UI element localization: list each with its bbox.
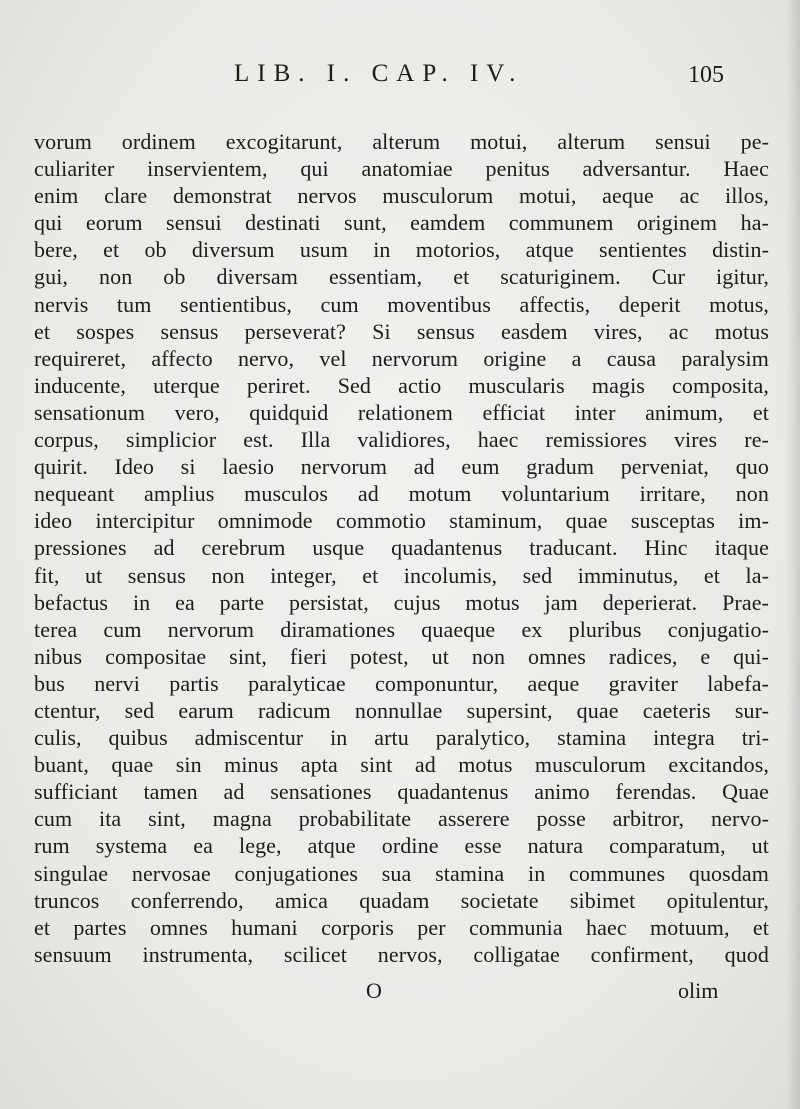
text-line: bere, et ob diversum usum in motorios, atque sentientes distin- — [34, 237, 769, 263]
text-line: enim clare demonstrat nervos musculorum motui, aeque ac illos, — [34, 183, 769, 209]
text-line: truncos conferrendo, amica quadam societate sibimet opitulentur, — [34, 887, 769, 913]
text-line: buant, quae sin minus apta sint ad motus musculorum excitandos, — [34, 752, 769, 778]
text-line: fit, ut sensus non integer, et incolumis, sed imminutus, et la- — [34, 562, 769, 588]
catchword: olim — [678, 978, 719, 1003]
text-line: cum ita sint, magna probabilitate asserere posse arbitror, nervo- — [34, 806, 769, 832]
text-line: nibus compositae sint, fieri potest, ut non omnes radices, e qui- — [34, 643, 769, 669]
text-line: inducente, uterque periret. Sed actio muscularis magis composita, — [34, 372, 769, 398]
text-line: singulae nervosae conjugationes sua stamina in communes quosdam — [34, 860, 769, 886]
text-line: corpus, simplicior est. Illa validiores, haec remissiores vires re- — [34, 427, 769, 453]
text-line: qui eorum sensui destinati sunt, eamdem communem originem ha- — [34, 210, 769, 236]
text-line: nervis tum sentientibus, cum moventibus affectis, deperit motus, — [34, 291, 769, 317]
text-line: quirit. Ideo si laesio nervorum ad eum gradum perveniat, quo — [34, 454, 769, 480]
text-line: sufficiant tamen ad sensationes quadantenus animo ferendas. Quae — [34, 779, 769, 805]
text-line: sensationum vero, quidquid relationem efficiat inter animum, et — [34, 399, 769, 425]
page-footer — [0, 978, 800, 1008]
text-line: et partes omnes humani corporis per communia haec motuum, et — [34, 914, 769, 940]
text-line: ideo intercipitur omnimode commotio staminum, quae susceptas im- — [34, 508, 769, 534]
running-head — [0, 60, 800, 96]
text-line: culiariter inservientem, qui anatomiae penitus adversantur. Haec — [34, 156, 769, 182]
text-line: ctentur, sed earum radicum nonnullae supersint, quae caeteris sur- — [34, 697, 769, 723]
text-line: sensuum instrumenta, scilicet nervos, colligatae confirment, quod — [34, 941, 769, 967]
signature-mark: O — [366, 978, 382, 1003]
text-line: befactus in ea parte persistat, cujus motus jam deperierat. Prae- — [34, 589, 769, 615]
text-line: gui, non ob diversam essentiam, et scaturiginem. Cur igitur, — [34, 264, 769, 290]
text-line: nequeant amplius musculos ad motum voluntarium irritare, non — [34, 481, 769, 507]
page-number: 105 — [688, 62, 724, 88]
text-line: vorum ordinem excogitarunt, alterum motui, alterum sensui pe- — [34, 129, 769, 154]
text-line: terea cum nervorum diramationes quaeque ex pluribus conjugatio- — [34, 616, 769, 642]
chapter-heading: LIB. I. CAP. IV. — [234, 60, 524, 87]
text-line: rum systema ea lege, atque ordine esse natura comparatum, ut — [34, 833, 769, 859]
page-edge-shadow — [786, 0, 800, 1109]
text-line: et sospes sensus perseverat? Si sensus easdem vires, ac motus — [34, 318, 769, 344]
body-text — [34, 128, 769, 968]
text-line: pressiones ad cerebrum usque quadantenus traducant. Hinc itaque — [34, 535, 769, 561]
text-line: bus nervi partis paralyticae componuntur, aeque graviter labefa- — [34, 670, 769, 696]
text-line: requireret, affecto nervo, vel nervorum origine a causa paralysim — [34, 345, 769, 371]
text-line: culis, quibus admiscentur in artu paralytico, stamina integra tri- — [34, 725, 769, 751]
